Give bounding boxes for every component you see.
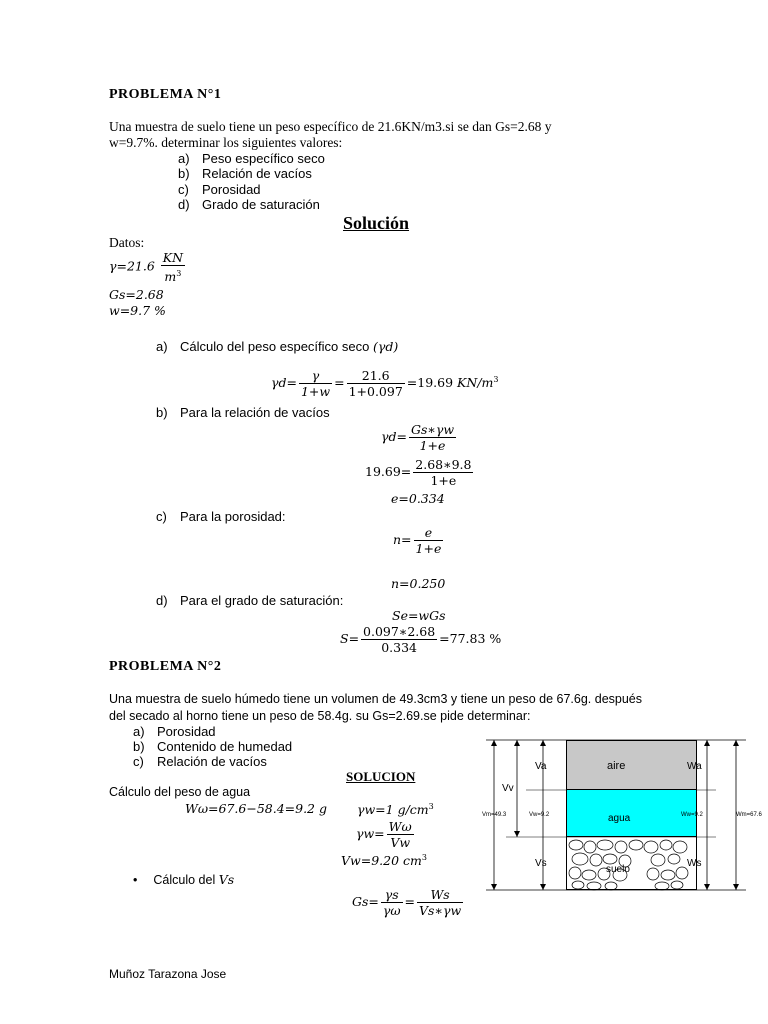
footer-author: Muñoz Tarazona Jose [109, 967, 227, 981]
water-phase [566, 789, 697, 837]
label-va: Va [535, 761, 547, 772]
label-vs: Vs [535, 858, 547, 869]
problem-1-item-b: b) Relación de vacíos [178, 166, 312, 181]
equation-water-unit-weight: γw=1 $g/cm^3$ [357, 802, 434, 818]
water-weight-label: Cálculo del peso de agua [109, 785, 251, 799]
equation-dry-unit-weight: γd= $\frac{\gamma}{1+w}$ = $\frac{21.6}{1+0.097}$ =19.69 $KN/m^3$ [271, 368, 499, 399]
equation-water-volume-result: Vw=9.20 $cm^3$ [341, 853, 427, 869]
solution-2-title: SOLUCION [346, 769, 416, 784]
problem-2-title: PROBLEMA N°2 [109, 659, 222, 674]
label-wa: Wa [687, 761, 702, 772]
gs-value: Gs=2.68 [109, 287, 164, 302]
vs-calc-bullet-line: • Cálculo del Vs [133, 872, 235, 887]
label-aire: aire [607, 760, 626, 772]
label-vv: Vv [502, 783, 514, 794]
step-d-heading: d) Para el grado de saturación: [156, 593, 344, 608]
equation-saturation-result: S= $\frac{0.097∗2.68}{0.334}$ =77.83 % [340, 624, 502, 655]
label-wm: Wm=67.6 [736, 812, 762, 818]
problem-1-statement-line2: w=9.7%. determinar los siguientes valores: [109, 135, 343, 150]
equation-porosity-result: n=0.250 [391, 576, 446, 591]
problem-1-statement-line1: Una muestra de suelo tiene un peso específico de 21.6KN/m3.si se dan Gs=2.68 y [109, 119, 552, 134]
equation-saturation-formula: Se=wGs [392, 608, 446, 623]
equation-void-ratio-result: e=0.334 [391, 491, 445, 506]
problem-1-item-c: c) Porosidad [178, 182, 261, 197]
step-c-heading: c) Para la porosidad: [156, 509, 286, 524]
problem-1-item-a: a) Peso específico seco [178, 151, 325, 166]
equation-water-volume-formula: γw= $\frac{W\omega}{Vw}$ [356, 819, 412, 850]
w-value: w=9.7 % [109, 303, 166, 318]
air-phase [566, 740, 697, 790]
step-b-heading: b) Para la relación de vacíos [156, 405, 330, 420]
label-ws: Ws [687, 858, 702, 869]
label-agua: agua [608, 813, 631, 824]
problem-2-statement-line1: Una muestra de suelo húmedo tiene un volumen de 49.3cm3 y tiene un peso de 67.6g. después [109, 692, 642, 706]
step-a-heading: a) Cálculo del peso específico seco (γd) [156, 339, 399, 354]
problem-2-item-b: b) Contenido de humedad [133, 739, 293, 754]
soil-phase [566, 836, 697, 890]
gamma-value: γ=21.6 $\frac{KN}{m^3}$ [109, 250, 184, 285]
label-suelo: suelo [606, 864, 630, 875]
equation-porosity-formula: n= $\frac{e}{1+e}$ [393, 525, 442, 556]
problem-2-item-c: c) Relación de vacíos [133, 754, 267, 769]
equation-specific-gravity: Gs= $\frac{\gamma s}{\gamma\omega}$ = $\frac{Ws}{Vs∗\gamma w}$ [352, 887, 462, 918]
equation-void-ratio-substitution: 19.69= $\frac{2.68∗9.8}{1+e}$ [365, 457, 472, 488]
label-vw: Vw=9.2 [529, 812, 550, 818]
datos-label: Datos: [109, 235, 145, 250]
problem-2-item-a: a) Porosidad [133, 724, 216, 739]
equation-water-weight: Wω=67.6−58.4=9.2 g [185, 801, 328, 816]
problem-1-title: PROBLEMA N°1 [109, 87, 222, 102]
problem-2-statement-line2: del secado al horno tiene un peso de 58.4g. su Gs=2.69.se pide determinar: [109, 709, 531, 723]
problem-1-item-d: d) Grado de saturación [178, 197, 320, 212]
equation-void-ratio-formula: γd= $\frac{Gs∗\gamma w}{1+e}$ [381, 422, 455, 453]
solution-title: Solución [343, 213, 410, 233]
label-vm: Vm=49.3 [482, 812, 507, 818]
label-ww: Ww=9.2 [681, 812, 703, 818]
